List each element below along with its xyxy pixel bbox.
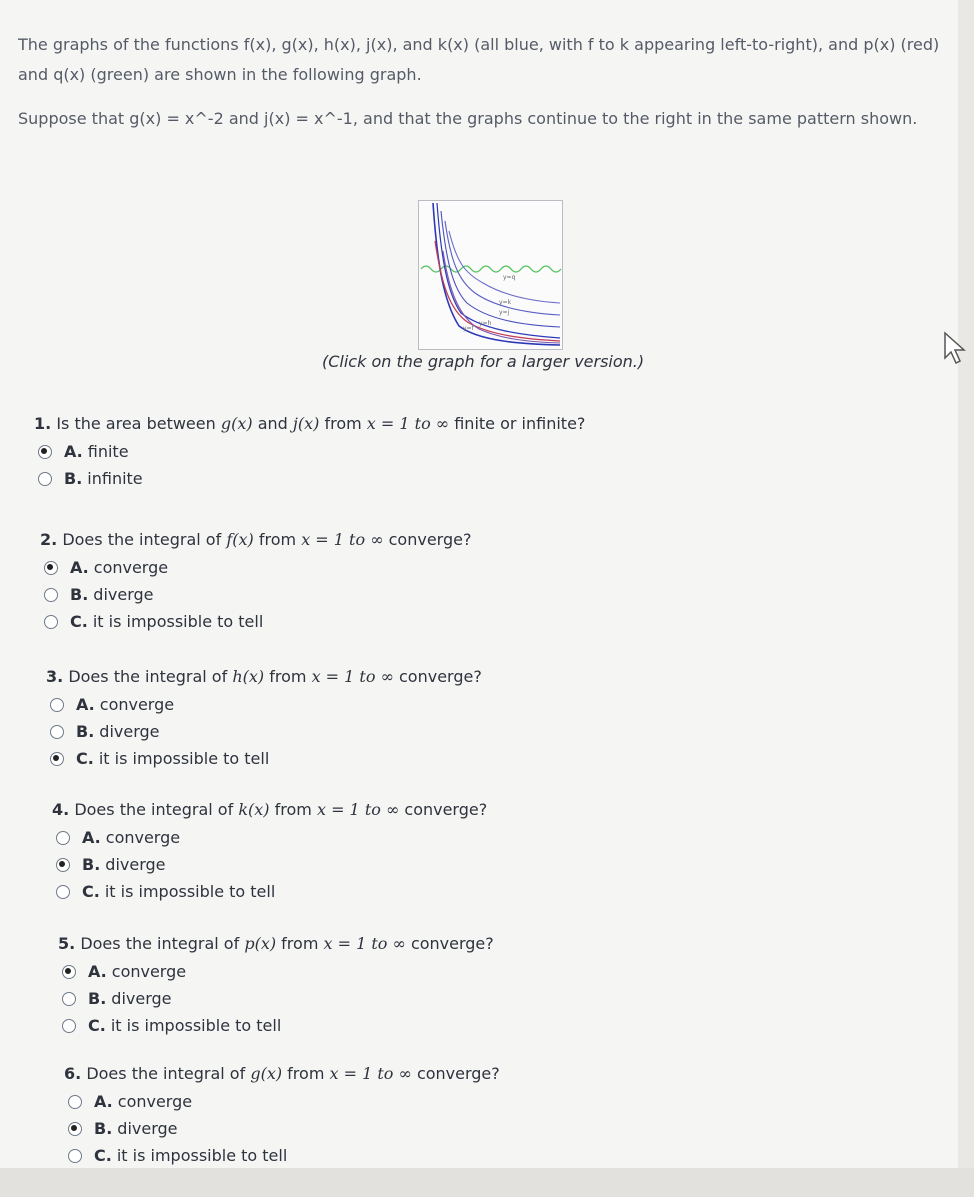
q2-radio-a[interactable] <box>44 561 58 575</box>
svg-text:y=h: y=h <box>479 320 492 327</box>
svg-text:y=k: y=k <box>499 299 512 306</box>
q6-option-a[interactable]: A. converge <box>68 1088 500 1115</box>
mouse-cursor-icon <box>942 330 972 366</box>
q2-option-a[interactable]: A. converge <box>44 554 471 581</box>
question-5-text: 5. Does the integral of p(x) from x = 1 to ∞ converge? <box>58 934 494 953</box>
q2-radio-b[interactable] <box>44 588 58 602</box>
intro-paragraph-2: Suppose that g(x) = x^-2 and j(x) = x^-1, and that the graphs continue to the right in the same pattern shown. <box>18 109 918 128</box>
q5-radio-b[interactable] <box>62 992 76 1006</box>
svg-text:y=q: y=q <box>503 274 516 281</box>
svg-text:y=f: y=f <box>463 325 474 332</box>
curve-purple <box>443 251 560 343</box>
q1-radio-a[interactable] <box>38 445 52 459</box>
q2-radio-c[interactable] <box>44 615 58 629</box>
q1-option-a[interactable]: A. finite <box>38 438 585 465</box>
question-2-text: 2. Does the integral of f(x) from x = 1 to ∞ converge? <box>40 530 472 549</box>
graph-thumbnail[interactable] <box>418 200 563 350</box>
q3-radio-b[interactable] <box>50 725 64 739</box>
question-6 <box>64 1060 500 1169</box>
question-5 <box>58 930 494 1039</box>
intro-paragraph-1: The graphs of the functions f(x), g(x), h(x), j(x), and k(x) (all blue, with f to k appearing left-to-right), and p(x) (red) and q(x) (green) are shown in the following graph. <box>18 35 940 84</box>
q5-option-a[interactable]: A. converge <box>62 958 494 985</box>
q3-option-b[interactable]: B. diverge <box>50 718 482 745</box>
q4-radio-c[interactable] <box>56 885 70 899</box>
q4-radio-b[interactable] <box>56 858 70 872</box>
q6-radio-a[interactable] <box>68 1095 82 1109</box>
screen-bottom-edge <box>0 1168 974 1197</box>
question-1-text: 1. Is the area between g(x) and j(x) from x = 1 to ∞ finite or infinite? <box>34 414 586 433</box>
q5-radio-a[interactable] <box>62 965 76 979</box>
q3-option-a[interactable]: A. converge <box>50 691 482 718</box>
q3-option-c[interactable]: C. it is impossible to tell <box>50 745 482 772</box>
question-6-text: 6. Does the integral of g(x) from x = 1 to ∞ converge? <box>64 1064 500 1083</box>
q4-option-c[interactable]: C. it is impossible to tell <box>56 878 487 905</box>
svg-text:y=j: y=j <box>499 309 510 316</box>
q6-radio-b[interactable] <box>68 1122 82 1136</box>
q5-radio-c[interactable] <box>62 1019 76 1033</box>
problem-intro <box>18 30 948 148</box>
q6-option-c[interactable]: C. it is impossible to tell <box>68 1142 500 1169</box>
q1-option-b[interactable]: B. infinite <box>38 465 585 492</box>
q4-option-b[interactable]: B. diverge <box>56 851 487 878</box>
q3-radio-c[interactable] <box>50 752 64 766</box>
q2-option-b[interactable]: B. diverge <box>44 581 471 608</box>
graph-caption: (Click on the graph for a larger version.) <box>322 352 645 371</box>
curve-q-green <box>421 266 561 272</box>
q5-option-c[interactable]: C. it is impossible to tell <box>62 1012 494 1039</box>
q3-radio-a[interactable] <box>50 698 64 712</box>
question-3-text: 3. Does the integral of h(x) from x = 1 to ∞ converge? <box>46 667 482 686</box>
q6-option-b[interactable]: B. diverge <box>68 1115 500 1142</box>
q4-option-a[interactable]: A. converge <box>56 824 487 851</box>
question-4 <box>52 796 487 905</box>
q6-radio-c[interactable] <box>68 1149 82 1163</box>
question-4-text: 4. Does the integral of k(x) from x = 1 to ∞ converge? <box>52 800 488 819</box>
q2-option-c[interactable]: C. it is impossible to tell <box>44 608 471 635</box>
question-1 <box>34 410 585 492</box>
q1-radio-b[interactable] <box>38 472 52 486</box>
q4-radio-a[interactable] <box>56 831 70 845</box>
q5-option-b[interactable]: B. diverge <box>62 985 494 1012</box>
function-graph <box>419 201 562 349</box>
screen-edge <box>958 0 974 1197</box>
question-2 <box>40 526 471 635</box>
question-3 <box>46 663 482 772</box>
